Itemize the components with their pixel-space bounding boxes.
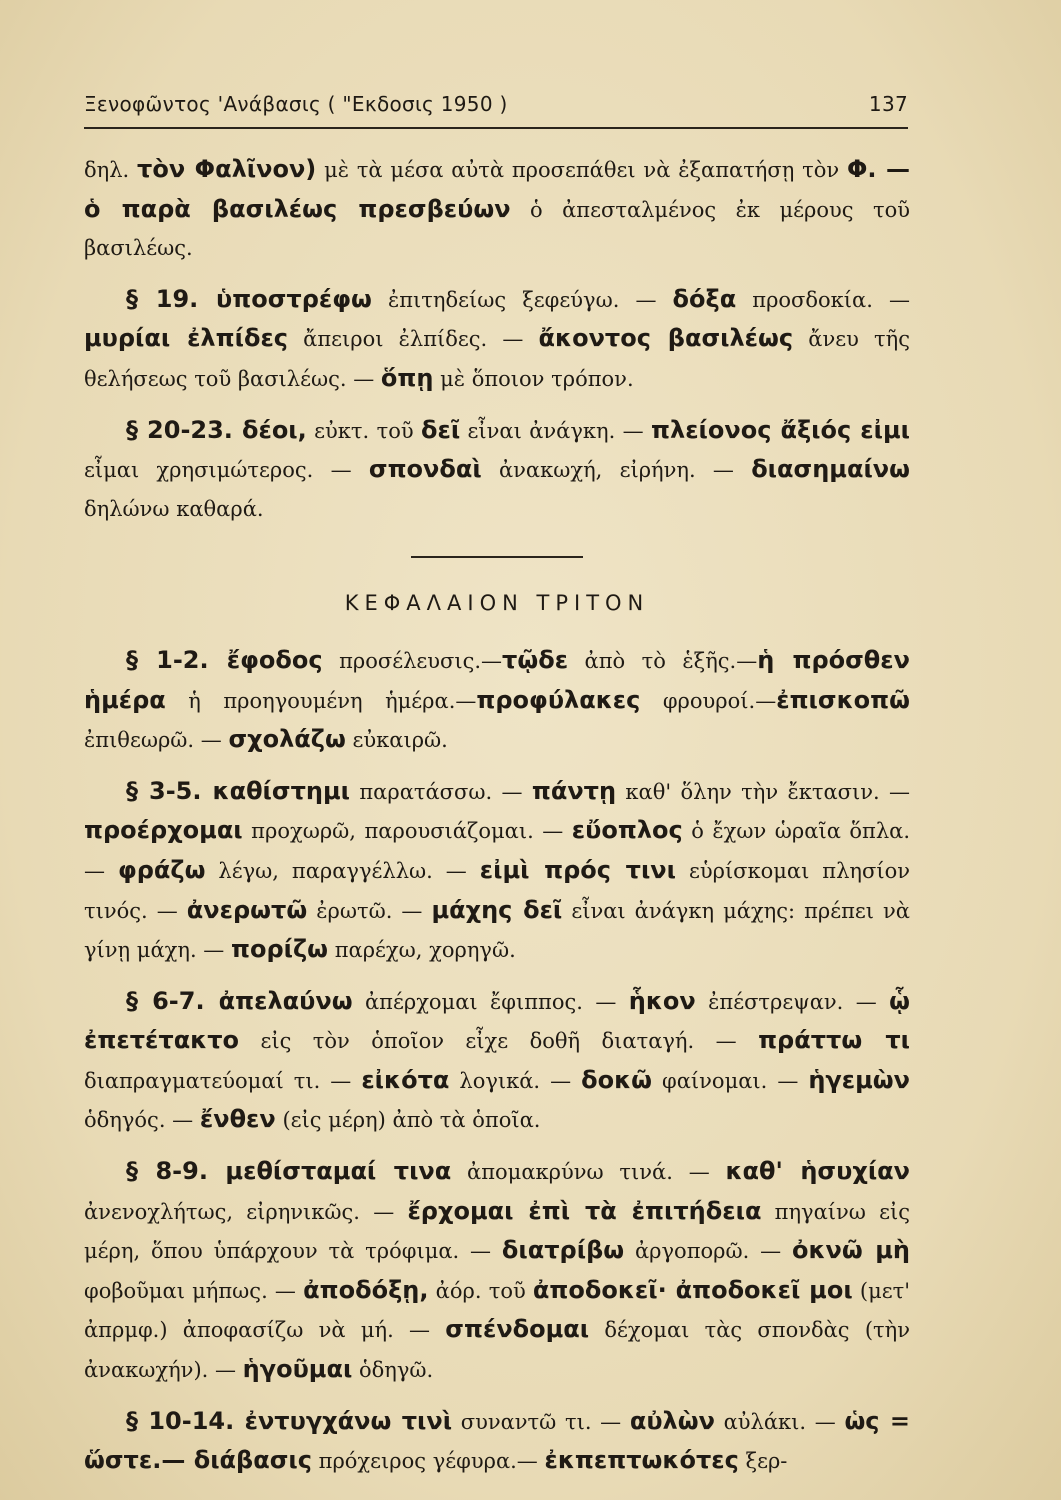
paragraph-8 — [84, 1402, 910, 1481]
headword: πράττω τι — [758, 1026, 910, 1055]
gloss-text: ἄπειροι ἐλπίδες. — — [288, 327, 539, 352]
headword: ὅπῃ — [380, 363, 434, 392]
gloss-text: εὐκαιρῶ. — [345, 728, 448, 753]
gloss-text: φρουροί.— — [640, 688, 777, 713]
headword: δόξα — [672, 284, 737, 313]
gloss-text: ὁ ἔχων ὡραῖα ὅπλα. — — [84, 819, 910, 883]
gloss-text: ὁδηγός. — — [84, 1108, 200, 1133]
gloss-text: εἶναι ἀνάγκη. — — [460, 418, 652, 443]
headword: δεῖ — [420, 415, 461, 444]
gloss-text: ὁδηγῶ. — [352, 1358, 434, 1383]
gloss-text: δηλ. — [84, 158, 138, 182]
paragraph-3 — [84, 411, 910, 529]
headword: ἧκον — [628, 986, 696, 1015]
gloss-text: διαπραγματεύομαί τι. — — [84, 1068, 362, 1093]
gloss-text: (μετ' ἀπρμφ.) ἀποφασίζω νὰ μή. — — [84, 1278, 910, 1343]
headword: διασημαίνω — [751, 455, 910, 484]
headword: πλείονος ἄξιός εἰμι — [651, 415, 911, 444]
gloss-text: ἀργοπορῶ. — — [624, 1239, 792, 1264]
gloss-text: φοβοῦμαι μήπως. — — [84, 1278, 304, 1303]
running-header — [84, 92, 908, 116]
headword: αὐλὼν — [629, 1406, 715, 1435]
headword: § 10-14. ἐντυγχάνω τινὶ — [126, 1406, 453, 1435]
gloss-text: ἀνενοχλήτως, εἰρηνικῶς. — — [84, 1199, 408, 1224]
gloss-text: μὲ τὰ μέσα αὐτὰ προσεπάθει νὰ ἐξαπατήσῃ τὸν — [316, 158, 847, 182]
gloss-text: ἐρωτῶ. — — [307, 898, 432, 923]
headword: μυρίαι ἐλπίδες — [84, 324, 289, 353]
headword: εἰκότα — [361, 1065, 450, 1094]
headword: μάχης δεῖ — [431, 895, 563, 924]
headword: πορίζω — [230, 935, 329, 964]
paragraph-6 — [84, 982, 910, 1140]
gloss-text: ἐπιτηδείως ξεφεύγω. — — [371, 287, 673, 312]
gloss-text: ἀπομακρύνω τινά. — — [451, 1160, 726, 1185]
gloss-text: ἀπέρχομαι ἔφιππος. — — [352, 989, 629, 1014]
headword: ἄκοντος βασιλέως — [538, 324, 794, 353]
paragraph-4 — [84, 641, 910, 760]
gloss-text: ἀνακωχή, εἰρήνη. — — [481, 458, 752, 483]
headword: τῷδε — [502, 645, 569, 674]
headword: προέρχομαι — [84, 816, 243, 845]
gloss-text: ἡ προηγουμένη ἡμέρα.— — [165, 688, 477, 713]
running-title: Ξενοφῶντος 'Ανάβασις ( "Εκδοσις 1950 ) — [84, 92, 508, 116]
headword: § 1-2. ἔφοδος — [126, 645, 323, 674]
headword: § 8-9. μεθίσταμαί τινα — [126, 1157, 452, 1186]
section-divider — [411, 556, 583, 558]
gloss-text: ἐπέστρεψαν. — — [695, 989, 890, 1014]
headword: δοκῶ — [581, 1065, 653, 1094]
headword: ἀποδόξῃ, — [303, 1275, 429, 1304]
gloss-text: λέγω, παραγγέλλω. — — [205, 858, 480, 883]
gloss-text: εἰς τὸν ὁποῖον εἶχε δοθῆ διαταγή. — — [239, 1029, 759, 1054]
paragraph-2 — [84, 280, 910, 399]
headword: ἡγοῦμαι — [242, 1355, 353, 1384]
headword: ὡς = ὥστε.— διάβασις — [84, 1406, 910, 1475]
paragraph-1 — [84, 150, 910, 268]
headword: φράζω — [117, 855, 206, 884]
headword: εὔοπλος — [571, 816, 683, 845]
paragraph-5 — [84, 772, 910, 970]
gloss-text: ἄνευ τῆς θελήσεως τοῦ βασιλέως. — — [84, 327, 911, 391]
gloss-text: παρέχω, χορηγῶ. — [328, 938, 516, 963]
gloss-text: ἀόρ. τοῦ — [428, 1278, 533, 1303]
headword: ἔρχομαι ἐπὶ τὰ ἐπιτήδεια — [407, 1196, 762, 1225]
headword: τὸν Φαλῖνον) — [137, 155, 317, 183]
gloss-text: συναντῶ τι. — — [452, 1409, 630, 1434]
headword: σπένδομαι — [445, 1315, 590, 1344]
headword: καθ' ἡσυχίαν — [725, 1157, 910, 1186]
gloss-text: ὁ ἀπεσταλμένος ἐκ μέρους τοῦ βασιλέως. — [84, 197, 910, 261]
header-rule — [84, 127, 908, 129]
headword: ἐκπεπτωκότες — [544, 1446, 739, 1475]
text-body — [84, 150, 910, 1493]
headword: σπονδαὶ — [368, 455, 482, 484]
gloss-text: αὐλάκι. — — [714, 1409, 845, 1434]
headword: ἀνερωτῶ — [186, 895, 308, 924]
headword: § 6-7. ἀπελαύνω — [126, 986, 353, 1015]
headword: σχολάζω — [228, 725, 346, 754]
headword: § 20-23. δέοι, — [126, 415, 307, 444]
gloss-text: προσέλευσις.— — [322, 648, 503, 673]
gloss-text: δέχομαι τὰς σπονδὰς (τὴν ἀνακωχήν). — — [84, 1318, 910, 1383]
headword: ᾧ ἐπετέτακτο — [84, 986, 911, 1055]
gloss-text: ξερ- — [738, 1449, 788, 1474]
headword: διατρίβω — [501, 1236, 625, 1265]
paragraph-7 — [84, 1152, 910, 1390]
gloss-text: πηγαίνω εἰς μέρη, ὅπου ὑπάρχουν τὰ τρόφιμα. — — [84, 1199, 910, 1264]
gloss-text: φαίνομαι. — — [652, 1068, 809, 1093]
gloss-text: λογικά. — — [449, 1068, 582, 1093]
gloss-text: παρατάσσω. — — [350, 779, 532, 804]
gloss-text: πρόχειρος γέφυρα.— — [311, 1449, 545, 1474]
headword: ἐπισκοπῶ — [776, 685, 910, 714]
gloss-text: καθ' ὅλην τὴν ἔκτασιν. — — [616, 779, 910, 804]
gloss-text: μὲ ὅποιον τρόπον. — [433, 366, 634, 391]
page-number: 137 — [868, 92, 908, 116]
gloss-text: ἀπὸ τὸ ἑξῆς.— — [568, 648, 758, 673]
headword: εἰμὶ πρός τινι — [479, 855, 676, 884]
headword: προφύλακες — [476, 685, 641, 714]
gloss-text: εὑρίσκομαι πλησίον τινός. — — [84, 858, 910, 923]
gloss-text: προχωρῶ, παρουσιάζομαι. — — [242, 819, 572, 844]
gloss-text: ἐπιθεωρῶ. — — [84, 728, 229, 753]
gloss-text: εὐκτ. τοῦ — [306, 418, 421, 443]
headword: ἡ πρόσθεν ἡμέρα — [84, 645, 911, 714]
headword: πάντῃ — [531, 776, 617, 805]
gloss-text: προσδοκία. — — [736, 287, 910, 312]
gloss-text: δηλώνω καθαρά. — [84, 496, 264, 521]
gloss-text: (εἰς μέρη) ἀπὸ τὰ ὁποῖα. — [275, 1108, 541, 1133]
headword: ὀκνῶ μὴ — [791, 1236, 910, 1265]
gloss-text: εἶμαι χρησιμώτερος. — — [84, 458, 369, 483]
headword: § 19. ὑποστρέφω — [126, 284, 372, 313]
headword: ἀποδοκεῖ· ἀποδοκεῖ μοι — [532, 1275, 853, 1304]
gloss-text: εἶναι ἀνάγκη μάχης: πρέπει νὰ γίνῃ μάχη. — — [84, 898, 910, 963]
headword: Φ. — ὁ παρὰ βασιλέως πρεσβεύων — [84, 155, 911, 223]
headword: § 3-5. καθίστημι — [126, 776, 351, 805]
chapter-heading: ΚΕΦΑΛΑΙΟΝ ΤΡΙΤΟΝ — [344, 591, 650, 616]
headword: ἔνθεν — [199, 1105, 276, 1134]
headword: ἡγεμὼν — [808, 1065, 911, 1094]
